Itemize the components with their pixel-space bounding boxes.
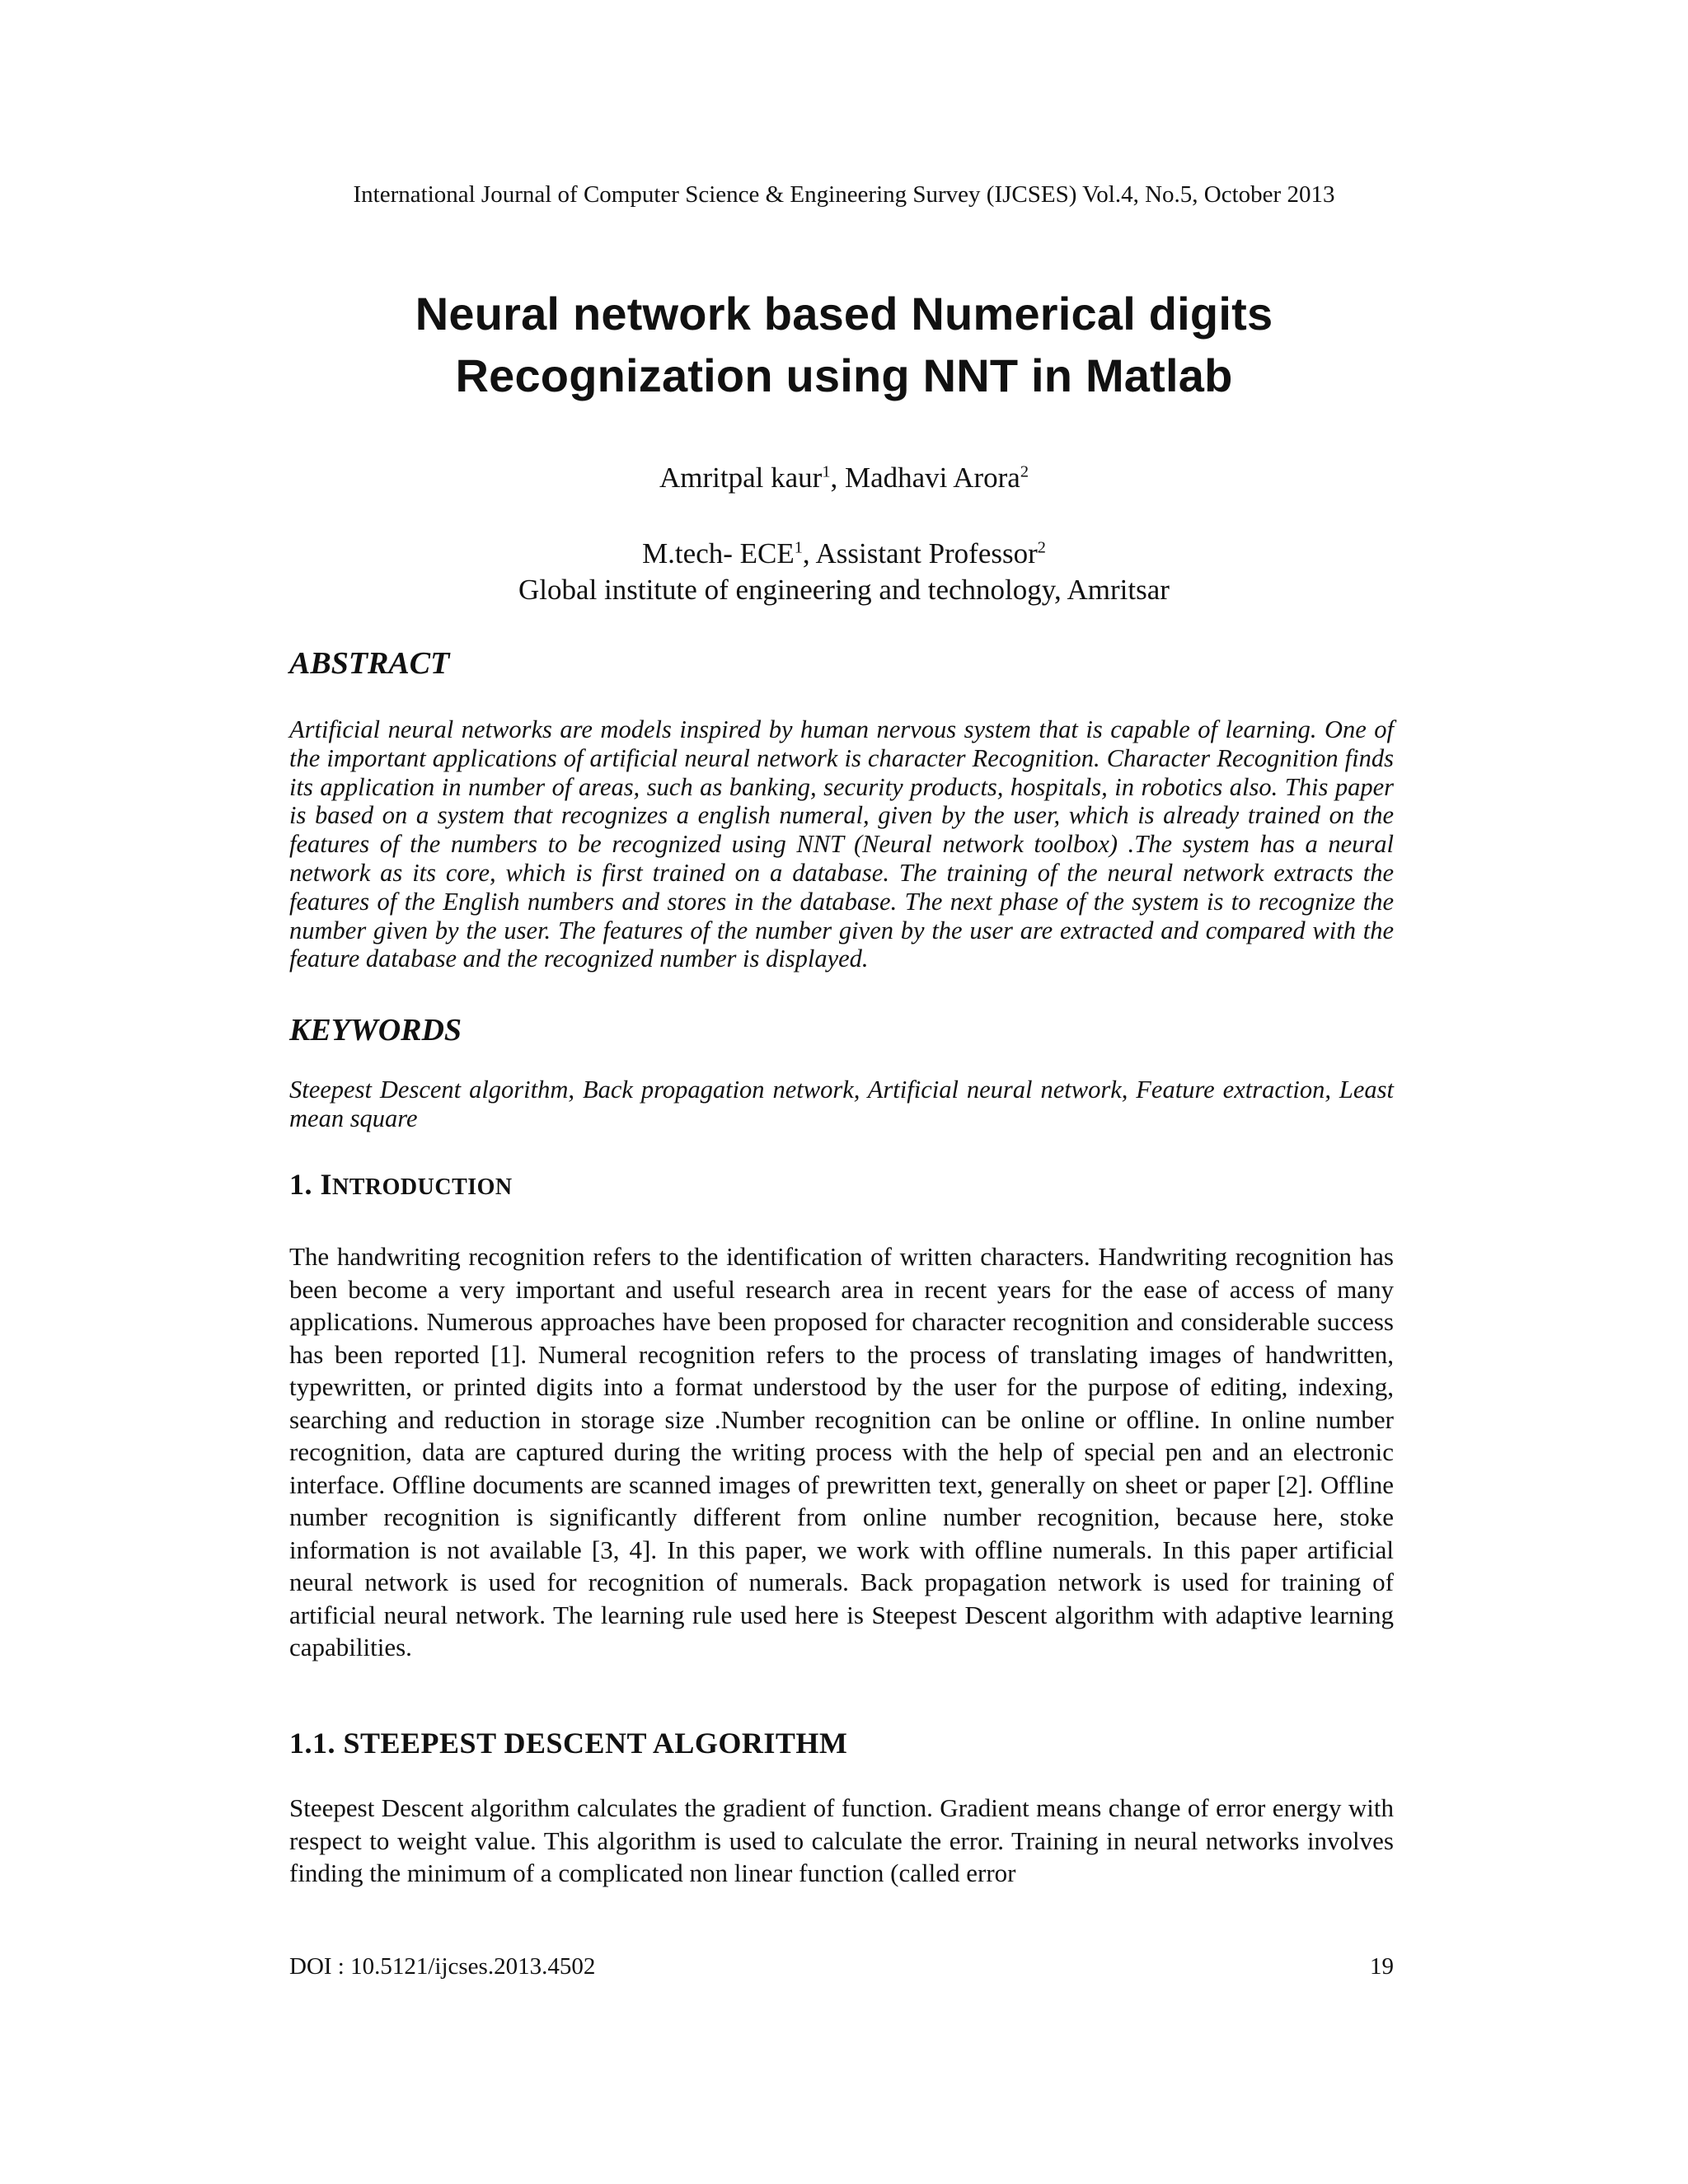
steepest-descent-heading: 1.1. STEEPEST DESCENT ALGORITHM: [289, 1727, 848, 1760]
role-2-marker: 2: [1037, 538, 1046, 557]
author-roles: [0, 537, 1688, 570]
author-name-2: Madhavi Arora: [844, 462, 1020, 494]
role-separator: ,: [802, 537, 816, 569]
steepest-descent-section: [289, 1725, 1394, 1761]
author-separator: ,: [830, 462, 845, 494]
introduction-heading-initial: I: [320, 1168, 333, 1201]
paper-title: [247, 283, 1441, 406]
running-head: International Journal of Computer Science & Engineering Survey (IJCSES) Vol.4, No.5, October 2013: [353, 181, 1335, 208]
keywords-heading: KEYWORDS: [289, 1013, 462, 1047]
author-list: [0, 460, 1688, 496]
abstract-text: Artificial neural networks are models inspired by human nervous system that is capable of learning. One of the important applications of artificial neural network is character Recognition. Character Recognition finds its application in number of areas, such as banking, security products, hospitals, in robotics also. This paper is based on a system that recognizes a english numeral, given by the user, which is already trained on the features of the numbers to be recognized using NNT (Neural network toolbox) .The system has a neural network as its core, which is first trained on a database. The training of the neural network extracts the features of the English numbers and stores in the database. The next phase of the system is to recognize the number given by the user. The features of the number given by the user are extracted and compared with the feature database and the recognized number is displayed.: [289, 715, 1394, 973]
introduction-body: [289, 1240, 1394, 1664]
author-role-2: Assistant Professor: [815, 537, 1038, 569]
introduction-heading-rest: NTRODUCTION: [332, 1174, 513, 1200]
steepest-descent-body: [289, 1792, 1394, 1890]
author-1-marker: 1: [822, 462, 831, 481]
abstract-body: [289, 715, 1394, 973]
introduction-section: [289, 1166, 1394, 1206]
keywords-section: [289, 1011, 1394, 1049]
title-line-2: Recognization using NNT in Matlab: [455, 349, 1233, 401]
abstract-heading: ABSTRACT: [289, 646, 450, 681]
author-name-1: Amritpal kaur: [659, 462, 823, 494]
author-institution: Global institute of engineering and technology, Amritsar: [518, 574, 1170, 606]
role-1-marker: 1: [794, 538, 803, 557]
abstract-section: [289, 644, 1394, 682]
page-number: 19: [1370, 1953, 1394, 1980]
keywords-text: Steepest Descent algorithm, Back propagation network, Artificial neural network, Feature extraction, Least mean square: [289, 1076, 1394, 1132]
doi-label: DOI : 10.5121/ijcses.2013.4502: [289, 1953, 596, 1980]
keywords-body: [289, 1076, 1394, 1133]
author-2-marker: 2: [1020, 462, 1029, 481]
steepest-descent-text: Steepest Descent algorithm calculates the gradient of function. Gradient means change of error energy with respect to weight value. This algorithm is used to calculate the error. Training in neural networks involves finding the minimum of a complicated non linear function (called error: [289, 1793, 1394, 1887]
introduction-number: 1.: [289, 1168, 321, 1201]
introduction-heading: [289, 1166, 1394, 1206]
title-line-1: Neural network based Numerical digits: [415, 288, 1273, 340]
author-role-1: M.tech- ECE: [642, 537, 795, 569]
introduction-text: The handwriting recognition refers to the identification of written characters. Handwriting recognition has been become a very important and useful research area in recent years for the ease of access of many applications. Numerous approaches have been proposed for character recognition and considerable success has been reported [1]. Numeral recognition refers to the process of translating images of handwritten, typewritten, or printed digits into a format understood by the user for the purpose of editing, indexing, searching and reduction in storage size .Number recognition can be online or offline. In online number recognition, data are captured during the writing process with the help of special pen and an electronic interface. Offline documents are scanned images of prewritten text, generally on sheet or paper [2]. Offline number recognition is significantly different from online number recognition, because here, stoke information is not available [3, 4]. In this paper, we work with offline numerals. In this paper artificial neural network is used for recognition of numerals. Back propagation network is used for training of artificial neural network. The learning rule used here is Steepest Descent algorithm with adaptive learning capabilities.: [289, 1242, 1394, 1661]
